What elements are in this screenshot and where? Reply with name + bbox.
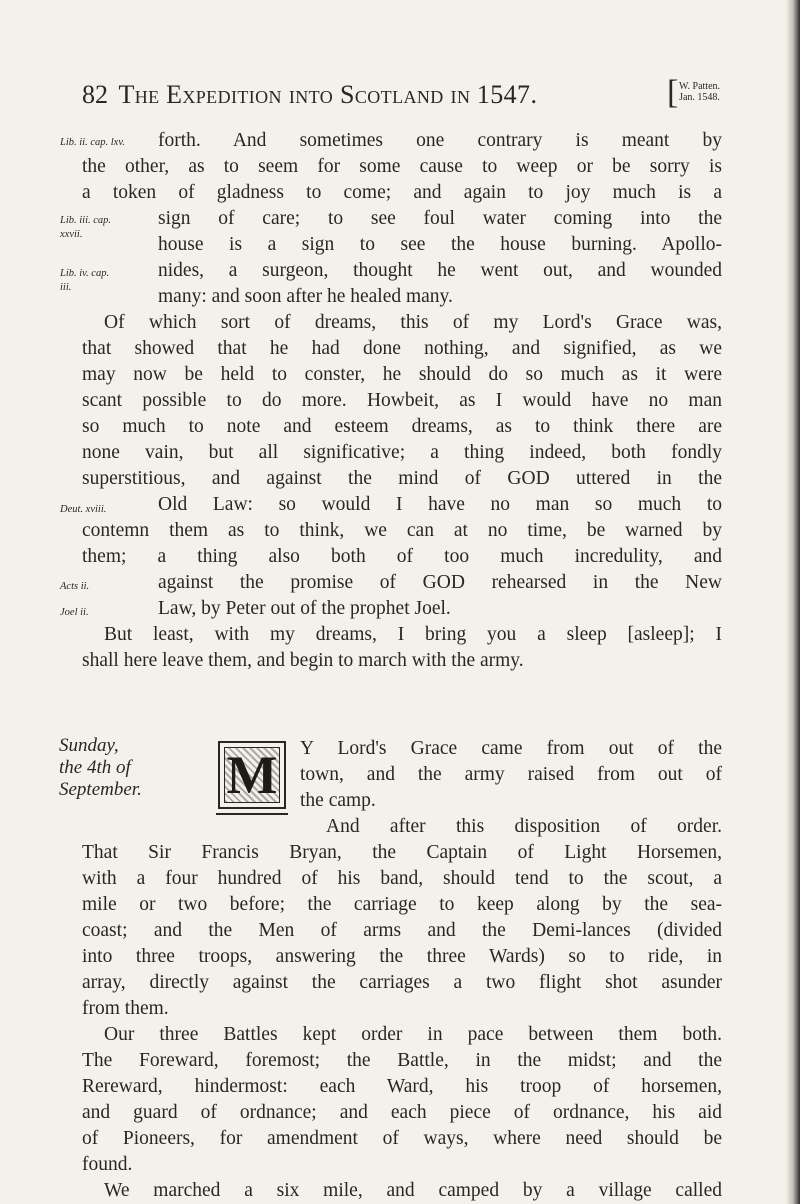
text-line: and guard of ordnance; and each piece of ordnance, his aid [82,1102,722,1123]
text-line: We marched a six mile, and camped by a village called [104,1180,722,1201]
text-line: that showed that he had done nothing, and signified, as we [82,338,722,359]
text-line: And after this disposition of order. [326,816,722,837]
header-title: Expedition into Scotland in [166,80,471,109]
header-reference [679,81,720,103]
text-line: none vain, but all significative; a thing indeed, both fondly [82,442,722,463]
text-line: The Foreward, foremost; the Battle, in the midst; and the [82,1050,722,1071]
text-line: Y Lord's Grace came from out of the [300,738,722,759]
text-line: Our three Battles kept order in pace between them both. [104,1024,722,1045]
text-line: nides, a surgeon, thought he went out, and wounded [158,260,722,281]
text-line: into three troops, answering the three Wards) so to ride, in [82,946,722,967]
text-line: from them. [82,998,169,1019]
text-line: sign of care; to see foul water coming into the [158,208,722,229]
text-line: superstitious, and against the mind of GOD uttered in the [82,468,722,489]
text-line: Law, by Peter out of the prophet Joel. [158,598,451,619]
text-line: forth. And sometimes one contrary is meant by [158,130,722,151]
text-line: of Pioneers, for amendment of ways, where need should be [82,1128,722,1149]
text-line: Old Law: so would I have no man so much to [158,494,722,515]
header-bracket: [ [667,74,679,111]
margin-note: Joel ii. [60,607,89,618]
header-title-prefix: The [118,80,160,109]
text-line: the camp. [300,790,376,811]
initial-letter: M [224,747,280,803]
text-line: town, and the army raised from out of [300,764,722,785]
running-header [82,74,722,120]
text-line: Rereward, hindermost: each Ward, his troop of horsemen, [82,1076,722,1097]
side-heading-line: Sunday, [59,735,119,756]
text-line: many: and soon after he healed many. [158,286,453,307]
margin-note: iii. [60,282,72,293]
text-line: found. [82,1154,133,1175]
decorated-initial [218,741,286,809]
text-line: so much to note and esteem dreams, as to think there are [82,416,722,437]
text-line: array, directly against the carriages a two flight shot asunder [82,972,722,993]
header-ref-author: W. Patten. [679,81,721,92]
text-line: scant possible to do more. Howbeit, as I would have no man [82,390,722,411]
margin-note: Acts ii. [60,581,90,592]
text-line: contemn them as to think, we can at no time, be warned by [82,520,722,541]
text-line: shall here leave them, and begin to march with the army. [82,650,524,671]
text-line: That Sir Francis Bryan, the Captain of Light Horsemen, [82,842,722,863]
text-line: with a four hundred of his band, should tend to the scout, a [82,868,722,889]
text-line: mile or two before; the carriage to keep along by the sea- [82,894,722,915]
margin-note: Lib. iv. cap. [60,268,110,279]
side-heading [59,735,189,801]
text-line: Of which sort of dreams, this of my Lord's Grace was, [104,312,722,333]
text-line: them; a thing also both of too much incredulity, and [82,546,722,567]
page-edge-shadow [786,0,800,1204]
margin-note: Lib. iii. cap. [60,215,112,226]
text-line: house is a sign to see the house burning. Apollo- [158,234,722,255]
text-line: a token of gladness to come; and again to joy much is a [82,182,722,203]
text-line: But least, with my dreams, I bring you a sleep [asleep]; I [104,624,722,645]
text-line: the other, as to seem for some cause to weep or be sorry is [82,156,722,177]
header-ref-date: Jan. 1548. [679,92,720,103]
margin-note: Deut. xviii. [60,504,107,515]
text-line: against the promise of GOD rehearsed in the New [158,572,722,593]
text-line: may now be held to conster, he should do so much as it were [82,364,722,385]
margin-note: xxvii. [60,229,83,240]
margin-note: Lib. ii. cap. lxv. [60,137,125,148]
page-number: 82 [82,80,108,109]
side-heading-line: September. [59,779,142,800]
side-heading-line: the 4th of [59,757,131,778]
text-line: coast; and the Men of arms and the Demi-lances (divided [82,920,722,941]
header-year: 1547. [476,80,538,109]
